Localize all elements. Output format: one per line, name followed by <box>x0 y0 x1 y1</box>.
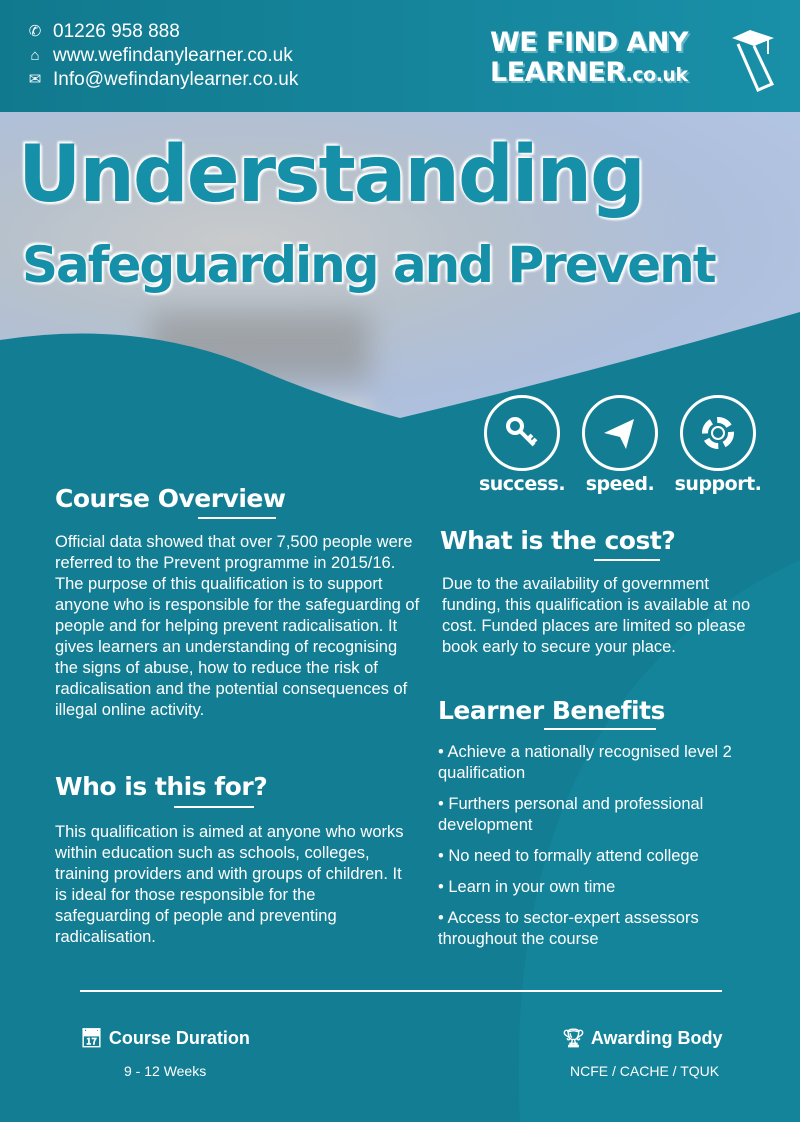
list-item: • No need to formally attend college <box>438 847 699 865</box>
home-icon: ⌂ <box>30 47 40 64</box>
website-row[interactable] <box>26 44 298 68</box>
list-item: • Learn in your own time <box>438 878 616 896</box>
underline <box>174 806 254 808</box>
list-item: • Achieve a nationally recognised level 2 qualification <box>438 743 732 782</box>
key-icon <box>504 415 540 451</box>
course-duration-value: 9 - 12 Weeks <box>124 1063 207 1079</box>
paper-plane-icon <box>602 415 638 451</box>
email-row[interactable] <box>26 68 298 92</box>
value-speed: speed. <box>582 395 658 495</box>
cost-heading: What is the cost? <box>440 526 676 555</box>
phone-icon: ✆ <box>28 23 42 40</box>
calendar-icon: 📅︎ <box>80 1028 103 1048</box>
course-duration-label: 📅︎ Course Duration <box>80 1028 250 1048</box>
graduation-cap-book-icon <box>728 28 778 98</box>
cost-text: Due to the availability of government funding, this qualification is available at no cost. Funded places are limited so please book early to secure your place. <box>442 575 751 656</box>
benefits-heading: Learner Benefits <box>438 696 665 725</box>
header-bar <box>0 0 800 112</box>
value-support: support. <box>680 395 756 495</box>
value-icons <box>478 395 762 495</box>
list-item: • Furthers personal and professional development <box>438 795 704 834</box>
website-link: www.wefindanylearner.co.uk <box>53 45 293 66</box>
divider <box>80 990 722 992</box>
underline <box>594 559 660 561</box>
course-overview-text: Official data showed that over 7,500 people were referred to the Prevent programme in 2015/16. The purpose of this qualification is to support anyone who is responsible for the safeguarding of people and for helping prevent radicalisation. It gives learners an understanding of recognising the signs of abuse, how to reduce the risk of radicalisation and the potential consequences of illegal online activity. <box>55 533 420 719</box>
underline <box>198 517 276 519</box>
who-text: This qualification is aimed at anyone who works within education such as schools, colleges, training providers and with groups of children. It is ideal for those responsible for the safeguarding of people and preventing radicalisation. <box>55 823 404 946</box>
awarding-body-label: 🏆︎ Awarding Body <box>562 1028 723 1048</box>
awarding-body-value: NCFE / CACHE / TQUK <box>570 1063 720 1079</box>
benefits-list <box>438 742 768 960</box>
underline <box>544 728 656 730</box>
who-heading: Who is this for? <box>55 772 268 801</box>
phone-row[interactable] <box>26 20 298 44</box>
course-overview-heading: Course Overview <box>55 484 286 513</box>
title-line-1: Understanding <box>18 130 644 220</box>
phone-number: 01226 958 888 <box>53 21 180 42</box>
email-link: Info@wefindanylearner.co.uk <box>53 69 299 90</box>
list-item: • Access to sector-expert assessors throughout the course <box>438 909 699 948</box>
lifebuoy-icon <box>700 415 736 451</box>
trophy-icon: 🏆︎ <box>562 1028 585 1048</box>
envelope-icon: ✉ <box>28 71 42 88</box>
logo: WE FIND ANY LEARNER.co.uk <box>490 27 689 88</box>
value-success: success. <box>484 395 560 495</box>
title-line-2: Safeguarding and Prevent <box>22 236 715 294</box>
